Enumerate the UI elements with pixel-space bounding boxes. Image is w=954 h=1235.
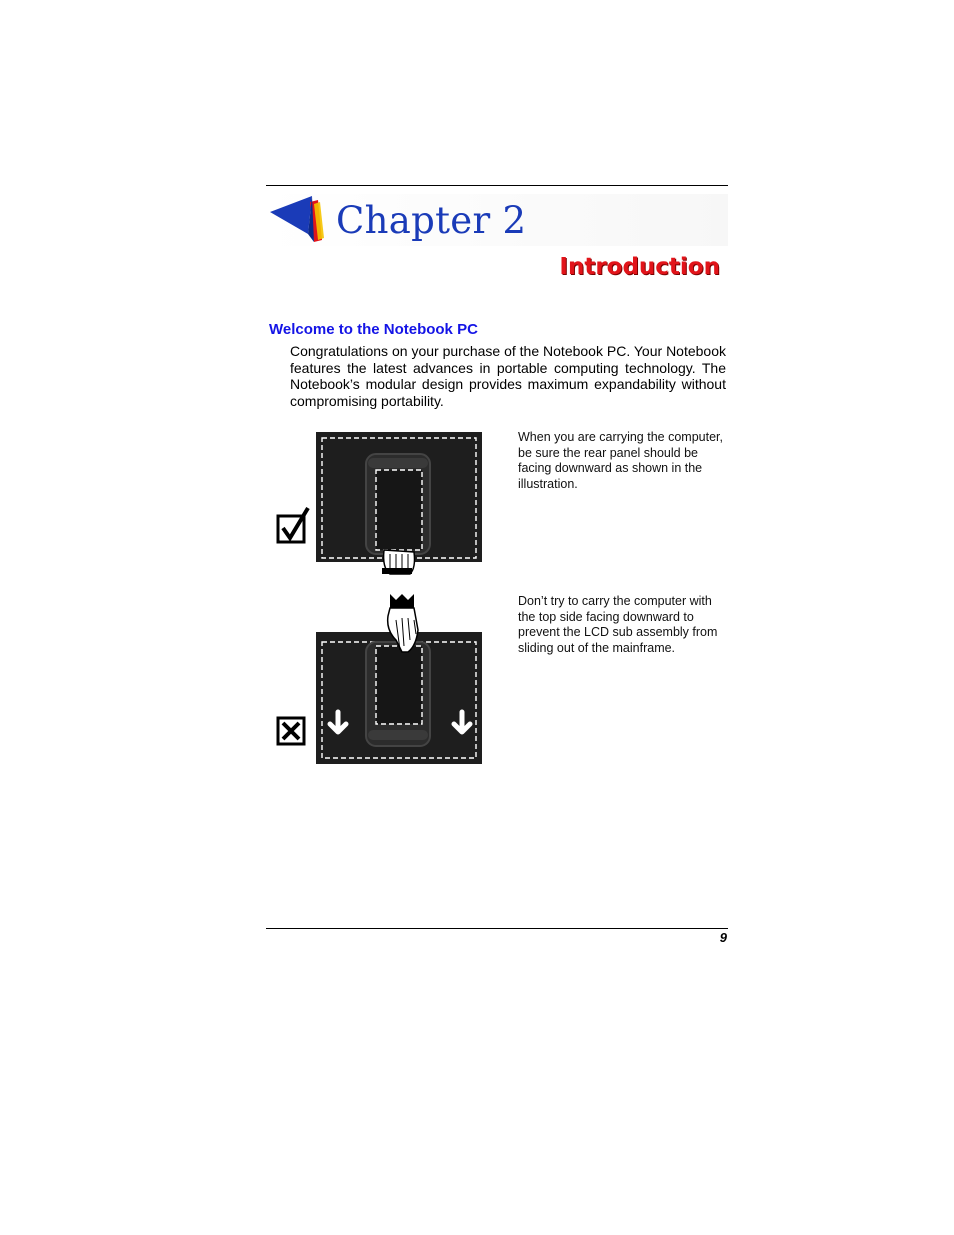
bottom-rule (266, 928, 728, 929)
figure-caption-incorrect: Don’t try to carry the computer with the top side facing downward to prevent the LCD sub assembly from sliding out of the mainframe. (518, 594, 718, 655)
chapter-title: Introduction (559, 254, 720, 280)
section-heading: Welcome to the Notebook PC (269, 321, 478, 338)
hand-icon (382, 550, 415, 574)
figure-caption-correct: When you are carrying the computer, be sure the rear panel should be facing downward as shown in the illustration. (518, 430, 723, 491)
correct-carry-illustration (272, 430, 494, 578)
checkbox-x-icon (278, 718, 304, 744)
chapter-label: Chapter 2 (336, 199, 527, 242)
incorrect-carry-illustration (272, 590, 494, 768)
page-number: 9 (719, 930, 727, 945)
top-rule (266, 185, 728, 186)
chapter-logo-icon (268, 194, 326, 244)
body-paragraph: Congratulations on your purchase of the Notebook PC. Your Notebook features the latest advances in portable computing technology. The Notebook’s modular design provides maximum expandability without compromising portability. (290, 343, 726, 410)
checkbox-checked-icon (278, 508, 308, 542)
